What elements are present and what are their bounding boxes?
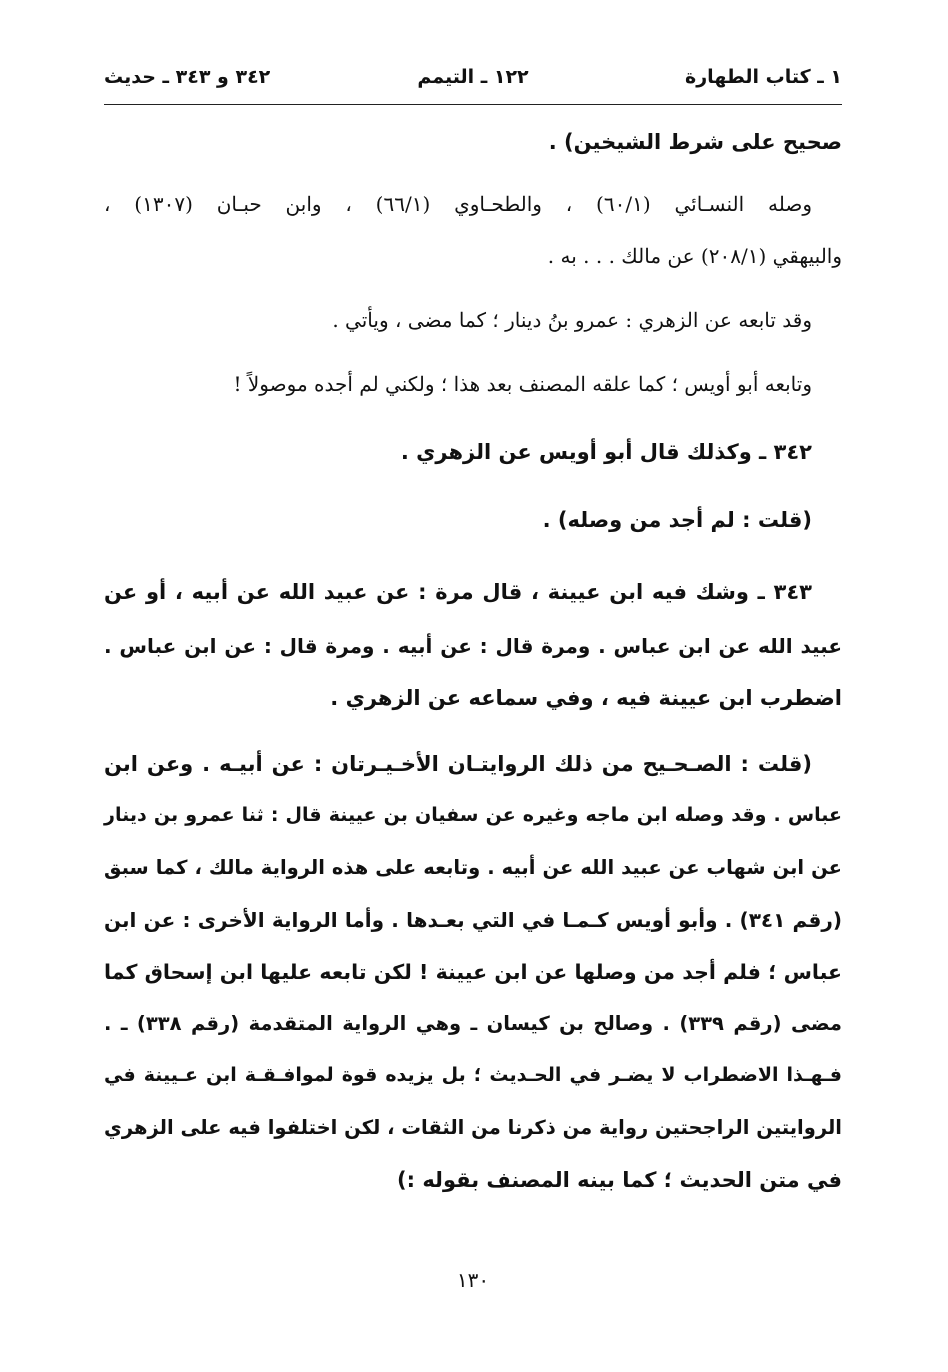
text-line: والبيهقي (٢٠٨/١) عن مالك . . . به . <box>547 244 842 268</box>
hadith-text: ٣٤٢ ـ وكذلك قال أبو أويس عن الزهري . <box>400 440 812 464</box>
text-line: وتابعه أبو أويس ؛ كما علقه المصنف بعد هذا ؛ ولكني لم أجده موصولاً ! <box>233 372 812 396</box>
editor-note: (قلت : لم أجد من وصله) . <box>542 508 812 532</box>
editor-note: فـهـذا الاضطراب لا يضـر في الحـديث ؛ بل يزيده قوة لموافـقـة ابن عـيينة في <box>104 1064 842 1086</box>
running-header <box>104 60 842 105</box>
editor-note: عباس . وقد وصله ابن ماجه وغيره عن سفيان بن عيينة قال : ثنا عمرو بن دينار <box>104 804 842 826</box>
text-line: وصله النسـائي (٦٠/١) ، والطحـاوي (٦٦/١) ، وابن حبـان (١٣٠٧) ، <box>104 192 812 216</box>
header-section: ١٢٢ ـ التيمم <box>417 66 529 88</box>
text-line: صحيح على شرط الشيخين) . <box>548 130 842 154</box>
hadith-text: ٣٤٣ ـ وشك فيه ابن عيينة ، قال مرة : عن عبيد الله عن أبيه ، أو عن <box>104 580 812 604</box>
editor-note: عباس ؛ فلم أجد من وصلها عن ابن عيينة ! لكن تابعه عليها ابن إسحاق كما <box>104 960 842 984</box>
page-number: ١٣٠ <box>456 1268 490 1292</box>
editor-note: (رقم ٣٤١) . وأبو أويس كـمـا في التي بعـدها . وأما الرواية الأخرى : عن ابن <box>104 908 842 932</box>
hadith-text: اضطرب ابن عيينة فيه ، وفي سماعه عن الزهري . <box>330 686 842 710</box>
editor-note: مضى (رقم ٣٣٩) . وصالح بن كيسان ـ وهي الرواية المتقدمة (رقم ٣٣٨) ـ . <box>104 1012 842 1035</box>
header-hadith-range: ٣٤٢ و ٣٤٣ ـ حديث <box>104 66 271 88</box>
header-chapter: ١ ـ كتاب الطهارة <box>685 66 842 88</box>
text-line: وقد تابعه عن الزهري : عمرو بنُ دينار ؛ كما مضى ، ويأتي . <box>332 308 812 332</box>
hadith-text: عبيد الله عن ابن عباس . ومرة قال : عن أبيه . ومرة قال : عن ابن عباس . <box>104 634 842 658</box>
editor-note: في متن الحديث ؛ كما بينه المصنف بقوله :) <box>397 1168 842 1192</box>
editor-note: عن ابن شهاب عن عبيد الله عن أبيه . وتابعه على هذه الرواية مالك ، كما سبق <box>104 856 842 879</box>
book-page <box>104 60 842 1310</box>
editor-note: الروايتين الراجحتين رواية من ذكرنا من الثقات ، لكن اختلفوا فيه على الزهري <box>104 1116 842 1139</box>
editor-note: (قلت : الصـحـيح من ذلك الروايتـان الأخـيـرتان : عن أبيـه . وعن ابن <box>104 752 812 776</box>
